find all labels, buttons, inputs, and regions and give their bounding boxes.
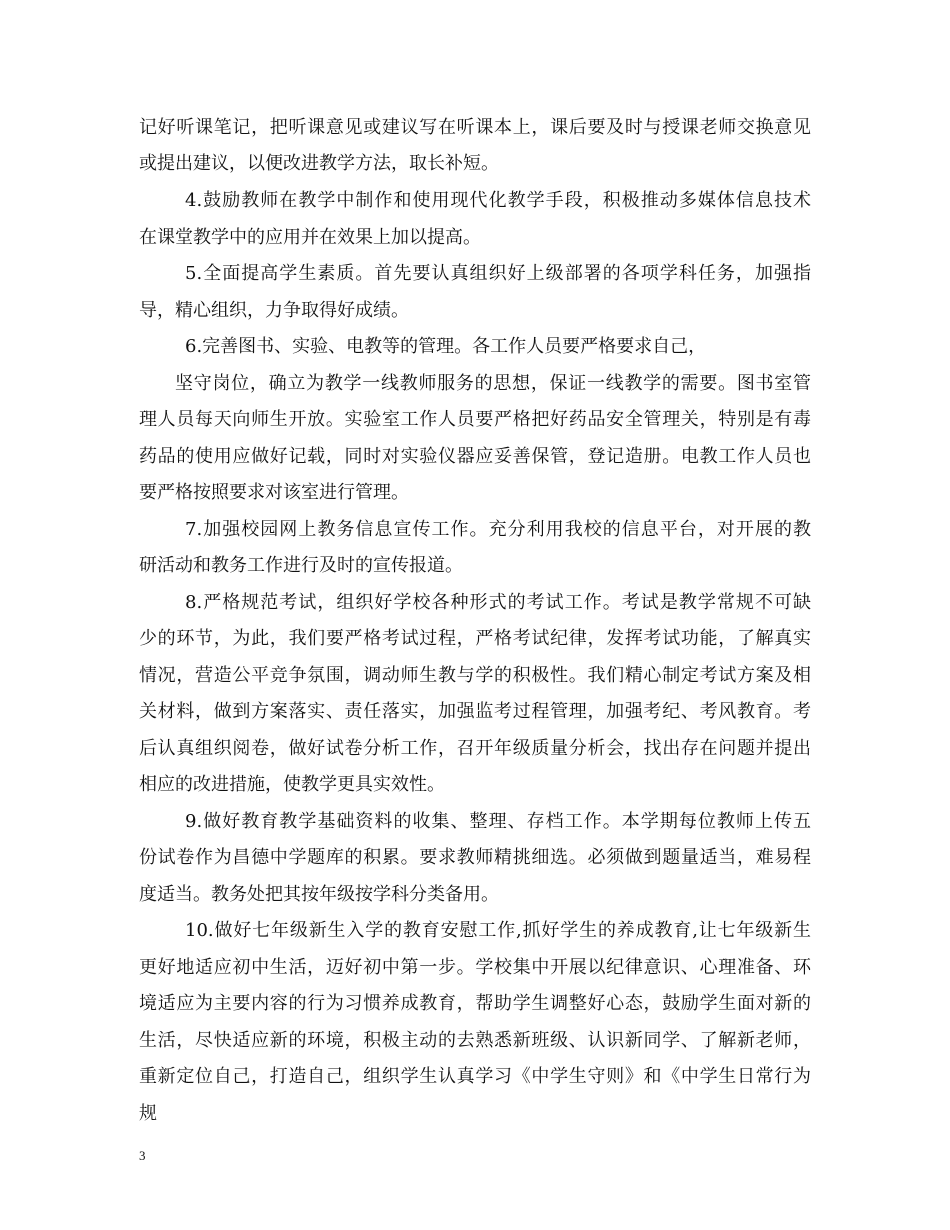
- paragraph-line: 10.做好七年级新生入学的教育安慰工作,抓好学生的养成教育,让七年级新生: [185, 920, 811, 941]
- paragraph-line: 5.全面提高学生素质。首先要认真组织好上级部署的各项学科任务，加强指: [185, 263, 811, 284]
- paragraph-line: 在课堂教学中的应用并在效果上加以提高。: [139, 227, 481, 248]
- paragraph-line: 8.严格规范考试，组织好学校各种形式的考试工作。考试是教学常规不可缺: [185, 592, 811, 613]
- paragraph-line: 境适应为主要内容的行为习惯养成教育，帮助学生调整好心态，鼓励学生面对新的: [139, 993, 811, 1014]
- paragraph-line: 后认真组织阅卷，做好试卷分析工作，召开年级质量分析会，找出存在问题并提出: [139, 738, 811, 759]
- paragraph-line: 7.加强校园网上教务信息宣传工作。充分利用我校的信息平台，对开展的教: [185, 519, 811, 540]
- paragraph-line: 记好听课笔记，把听课意见或建议写在听课本上，课后要及时与授课老师交换意见: [139, 117, 811, 138]
- paragraph-line: 重新定位自己，打造自己，组织学生认真学习《中学生守则》和《中学生日常行为: [139, 1066, 811, 1087]
- paragraph-line: 或提出建议，以便改进教学方法，取长补短。: [139, 153, 499, 174]
- paragraph-line: 4.鼓励教师在教学中制作和使用现代化教学手段，积极推动多媒体信息技术: [185, 190, 811, 211]
- paragraph-line: 研活动和教务工作进行及时的宣传报道。: [139, 555, 463, 576]
- paragraph-line: 药品的使用应做好记载，同时对实验仪器应妥善保管，登记造册。电教工作人员也: [139, 446, 811, 467]
- paragraph-line: 情况，营造公平竞争氛围，调动师生教与学的积极性。我们精心制定考试方案及相: [139, 665, 811, 686]
- paragraph-line: 坚守岗位，确立为教学一线教师服务的思想，保证一线教学的需要。图书室管: [175, 373, 811, 394]
- paragraph-line: 更好地适应初中生活，迈好初中第一步。学校集中开展以纪律意识、心理准备、环: [139, 957, 811, 978]
- paragraph-line: 导，精心组织，力争取得好成绩。: [139, 300, 409, 321]
- paragraph-line: 关材料，做到方案落实、责任落实，加强监考过程管理，加强考纪、考风教育。考: [139, 701, 811, 722]
- paragraph-line: 9.做好教育教学基础资料的收集、整理、存档工作。本学期每位教师上传五: [185, 811, 811, 832]
- paragraph-line: 度适当。教务处把其按年级按学科分类备用。: [139, 884, 499, 905]
- paragraph-line: 份试卷作为昌德中学题库的积累。要求教师精挑细选。必须做到题量适当，难易程: [139, 847, 811, 868]
- paragraph-line: 6.完善图书、实验、电教等的管理。各工作人员要严格要求自己，: [185, 336, 707, 357]
- page-number: 3: [139, 1148, 146, 1163]
- paragraph-line: 理人员每天向师生开放。实验室工作人员要严格把好药品安全管理关，特别是有毒: [139, 409, 811, 430]
- paragraph-line: 要严格按照要求对该室进行管理。: [139, 482, 409, 503]
- paragraph-line: 生活，尽快适应新的环境，积极主动的去熟悉新班级、认识新同学、了解新老师，: [139, 1030, 811, 1051]
- paragraph-line: 少的环节，为此，我们要严格考试过程，严格考试纪律，发挥考试功能，了解真实: [139, 628, 811, 649]
- paragraph-line: 相应的改进措施，使教学更具实效性。: [139, 774, 445, 795]
- paragraph-line: 规: [139, 1103, 157, 1124]
